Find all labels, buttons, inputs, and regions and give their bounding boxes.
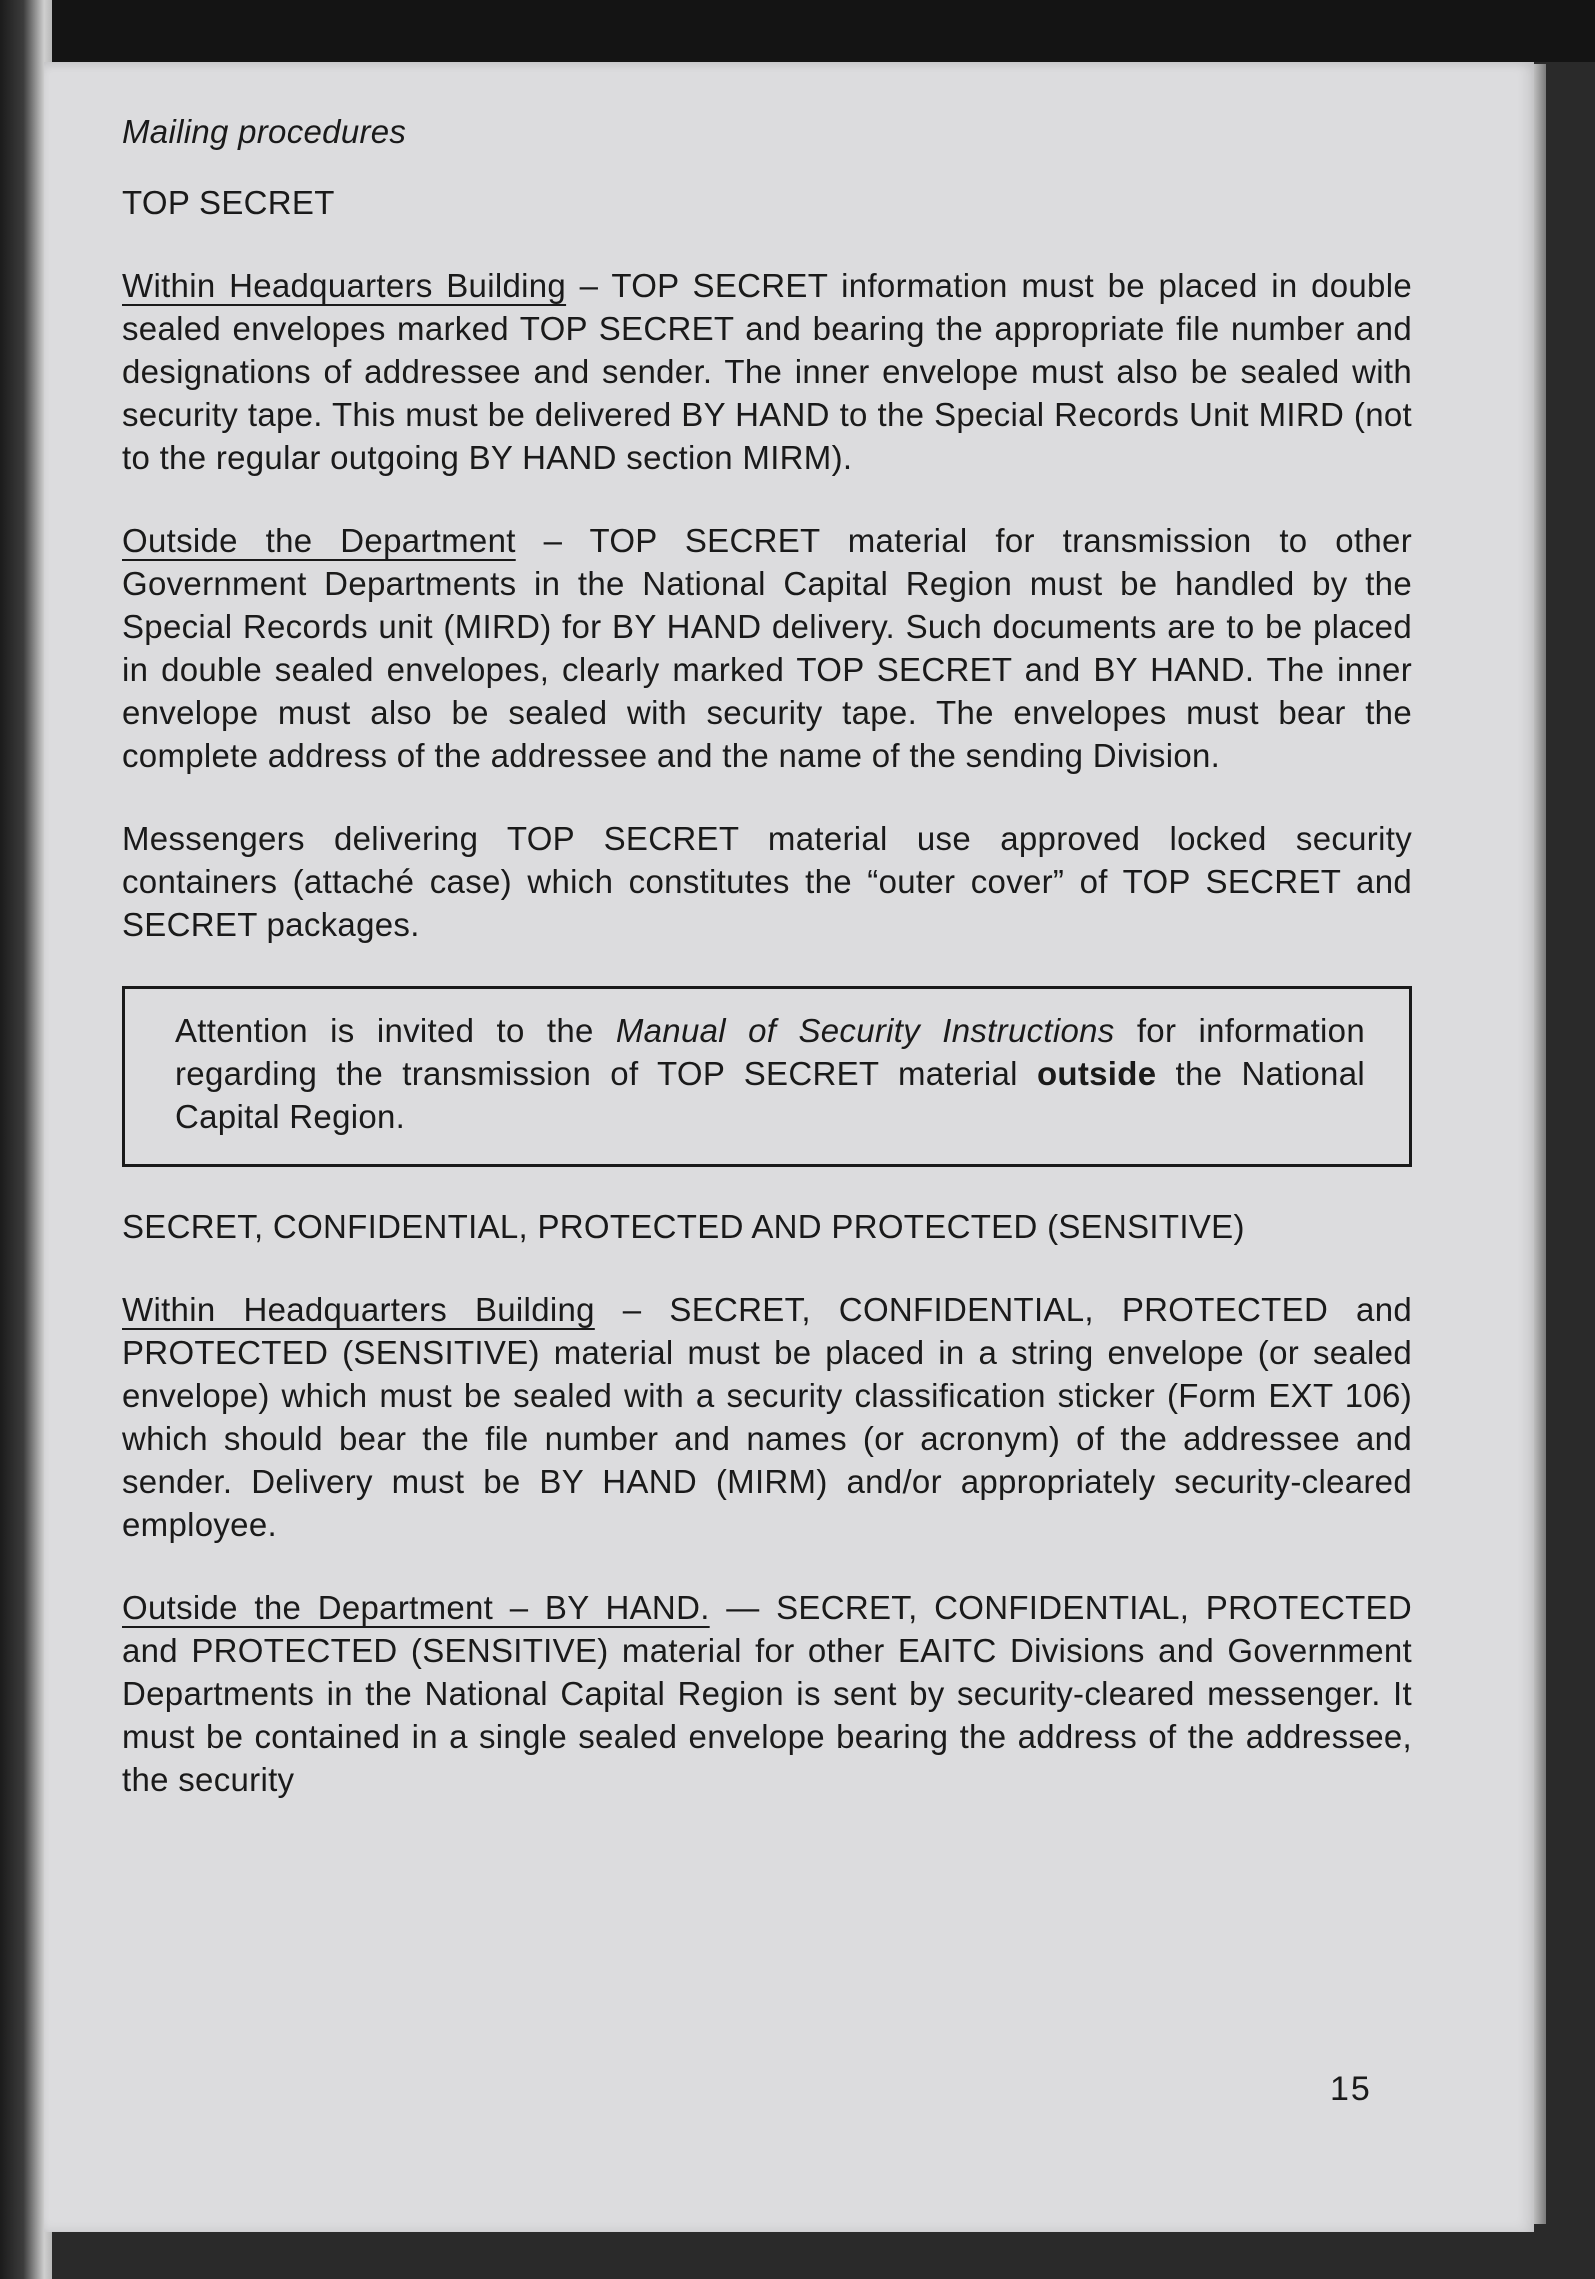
text-s-within-hq: – SECRET, CONFIDENTIAL, PROTECTED and PROTECTED (SENSITIVE) material must be placed in a string envelope (or sealed envelope) which must be sealed with a security classification sticker (Form EXT 106) which should bear the file number and names (or acronym) of the addressee and sender. Delivery must be BY HAND (MIRM) and/or appropriately security-cleared employee. bbox=[122, 1291, 1413, 1543]
notice-text-1: Attention is invited to the bbox=[175, 1012, 616, 1049]
text-s-outside-dept: — SECRET, CONFIDENTIAL, PROTECTED and PROTECTED (SENSITIVE) material for other EAITC Divisions and Government Departments in the National Capital Region is sent by security-cleared messenger. It must be contained in a single sealed envelope bearing the address of the addressee, the security bbox=[122, 1589, 1412, 1798]
text-ts-outside-dept: – TOP SECRET material for transmission to other Government Departments in the National Capital Region must be handled by the Special Records unit (MIRD) for BY HAND delivery. Such documents are to be placed in double sealed envelopes, clearly marked TOP SECRET and BY HAND. The inner envelope must also be sealed with security tape. The envelopes must bear the complete address of the addressee and the name of the sending Division. bbox=[122, 522, 1413, 774]
lead-s-outside-dept: Outside the Department – BY HAND. bbox=[122, 1589, 710, 1626]
notice-text-3: the National Capital Region. bbox=[175, 1055, 1365, 1135]
page-number: 15 bbox=[1330, 2070, 1372, 2108]
manual-title: Manual of Security Instructions bbox=[615, 1012, 1115, 1049]
paragraph-ts-outside-dept bbox=[122, 519, 1412, 777]
notice-text-2: for information regarding the transmission of TOP SECRET material bbox=[175, 1012, 1365, 1092]
heading-top-secret: TOP SECRET bbox=[122, 184, 335, 221]
paragraph-messengers: Messengers delivering TOP SECRET material use approved locked security containers (attaché case) which constitutes the “outer cover” of TOP SECRET and SECRET packages. bbox=[122, 820, 1412, 943]
notice-emphasis: outside bbox=[1036, 1055, 1157, 1092]
paragraph-s-outside-dept bbox=[122, 1586, 1412, 1801]
lead-ts-within-hq: Within Headquarters Building bbox=[122, 267, 567, 304]
scan-top-border bbox=[0, 0, 1595, 62]
page-content bbox=[122, 110, 1412, 1841]
paragraph-s-within-hq bbox=[122, 1288, 1412, 1546]
attention-notice-box bbox=[122, 986, 1412, 1167]
lead-s-within-hq: Within Headquarters Building bbox=[122, 1291, 595, 1328]
lead-ts-outside-dept: Outside the Department bbox=[122, 522, 516, 559]
heading-secret-confidential: SECRET, CONFIDENTIAL, PROTECTED AND PROTECTED (SENSITIVE) bbox=[122, 1208, 1245, 1245]
section-title: Mailing procedures bbox=[122, 113, 407, 150]
text-ts-within-hq: – TOP SECRET information must be placed in double sealed envelopes marked TOP SECRET and bearing the appropriate file number and designations of addressee and sender. The inner envelope must also be sealed with security tape. This must be delivered BY HAND to the Special Records Unit MIRD (not to the regular outgoing BY HAND section MIRM). bbox=[122, 267, 1412, 476]
page-edge bbox=[1534, 64, 1546, 2224]
paragraph-ts-within-hq bbox=[122, 264, 1412, 479]
